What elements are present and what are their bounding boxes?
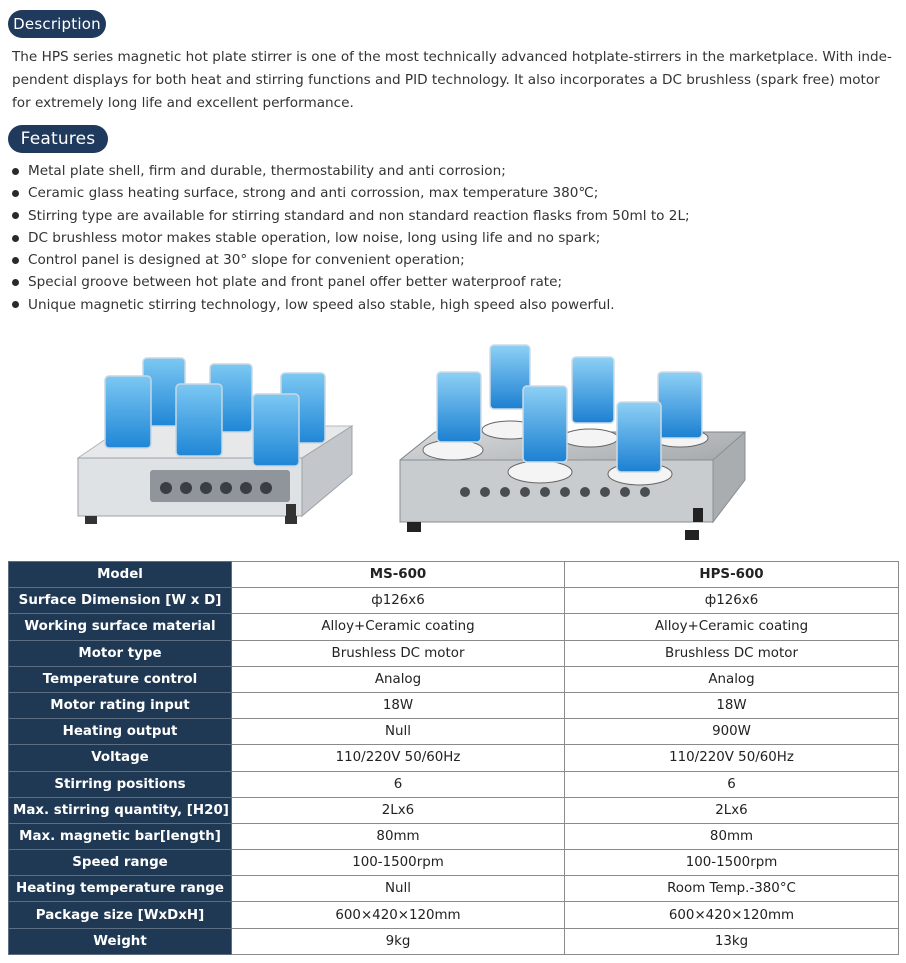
ms600-value: 600×420×120mm: [232, 902, 565, 928]
bullet-icon: [12, 279, 19, 286]
table-row: [9, 666, 899, 692]
hps600-value: HPS-600: [565, 562, 899, 588]
row-label: Voltage: [9, 745, 232, 771]
row-label: Speed range: [9, 850, 232, 876]
ms600-value: Brushless DC motor: [232, 640, 565, 666]
hps600-value: ф126x6: [565, 588, 899, 614]
features-list: [10, 160, 890, 316]
hps600-value: 900W: [565, 719, 899, 745]
hps600-value: Brushless DC motor: [565, 640, 899, 666]
hps600-value: 6: [565, 771, 899, 797]
bullet-icon: [12, 235, 19, 242]
bullet-icon: [12, 190, 19, 197]
feature-item: Unique magnetic stirring technology, low speed also stable, high speed also powerful.: [10, 294, 890, 316]
table-row: [9, 876, 899, 902]
features-heading: Features: [8, 125, 108, 153]
table-row: [9, 692, 899, 718]
description-text: The HPS series magnetic hot plate stirrer is one of the most technically advanced hotplate-stirrers in the marketplace. With inde-pendent displays for both heat and stirring functions and PID technology. It also incorporates a DC brushless (spark free) motor for extremely long life and excellent performance.: [12, 49, 892, 111]
table-row: [9, 928, 899, 954]
table-row: [9, 614, 899, 640]
row-label: Stirring positions: [9, 771, 232, 797]
row-label: Weight: [9, 928, 232, 954]
feature-item: Metal plate shell, firm and durable, thermostability and anti corrosion;: [10, 160, 890, 182]
table-row: [9, 640, 899, 666]
hps600-value: 110/220V 50/60Hz: [565, 745, 899, 771]
feature-item: DC brushless motor makes stable operation, low noise, long using life and no spark;: [10, 227, 890, 249]
ms600-value: 2Lx6: [232, 797, 565, 823]
ms600-value: 9kg: [232, 928, 565, 954]
table-row: [9, 823, 899, 849]
row-label: Working surface material: [9, 614, 232, 640]
table-row: [9, 797, 899, 823]
ms600-product-image: [70, 348, 360, 533]
feature-item: Special groove between hot plate and front panel offer better waterproof rate;: [10, 271, 890, 293]
hps600-value: 2Lx6: [565, 797, 899, 823]
table-row: [9, 850, 899, 876]
hps600-product-image: [395, 340, 750, 548]
row-label: Surface Dimension [W x D]: [9, 588, 232, 614]
row-label: Temperature control: [9, 666, 232, 692]
spec-table: [8, 561, 899, 955]
ms600-value: Alloy+Ceramic coating: [232, 614, 565, 640]
bullet-icon: [12, 212, 19, 219]
ms600-value: Analog: [232, 666, 565, 692]
ms600-value: MS-600: [232, 562, 565, 588]
row-label: Motor type: [9, 640, 232, 666]
ms600-value: Null: [232, 719, 565, 745]
hps600-value: 18W: [565, 692, 899, 718]
table-row: [9, 588, 899, 614]
ms600-value: 110/220V 50/60Hz: [232, 745, 565, 771]
ms600-value: 100-1500rpm: [232, 850, 565, 876]
bullet-icon: [12, 257, 19, 264]
table-row: [9, 719, 899, 745]
row-label: Package size [WxDxH]: [9, 902, 232, 928]
feature-item: Control panel is designed at 30° slope for convenient operation;: [10, 249, 890, 271]
ms600-value: ф126x6: [232, 588, 565, 614]
bullet-icon: [12, 301, 19, 308]
row-label: Heating output: [9, 719, 232, 745]
hps600-value: 80mm: [565, 823, 899, 849]
feature-item: Ceramic glass heating surface, strong and anti corrossion, max temperature 380℃;: [10, 182, 890, 204]
row-label: Max. stirring quantity, [H20]: [9, 797, 232, 823]
table-row: [9, 745, 899, 771]
row-label: Max. magnetic bar[length]: [9, 823, 232, 849]
ms600-value: 80mm: [232, 823, 565, 849]
ms600-value: Null: [232, 876, 565, 902]
description-heading: Description: [8, 10, 106, 38]
hps600-value: Alloy+Ceramic coating: [565, 614, 899, 640]
table-header-row: [9, 562, 899, 588]
row-label: Heating temperature range: [9, 876, 232, 902]
table-row: [9, 902, 899, 928]
hps600-value: 13kg: [565, 928, 899, 954]
row-label: Model: [9, 562, 232, 588]
hps600-value: Analog: [565, 666, 899, 692]
bullet-icon: [12, 168, 19, 175]
ms600-value: 18W: [232, 692, 565, 718]
hps600-value: Room Temp.-380°C: [565, 876, 899, 902]
row-label: Motor rating input: [9, 692, 232, 718]
ms600-value: 6: [232, 771, 565, 797]
hps600-value: 100-1500rpm: [565, 850, 899, 876]
table-row: [9, 771, 899, 797]
feature-item: Stirring type are available for stirring standard and non standard reaction flasks from 50ml to 2L;: [10, 205, 890, 227]
hps600-value: 600×420×120mm: [565, 902, 899, 928]
